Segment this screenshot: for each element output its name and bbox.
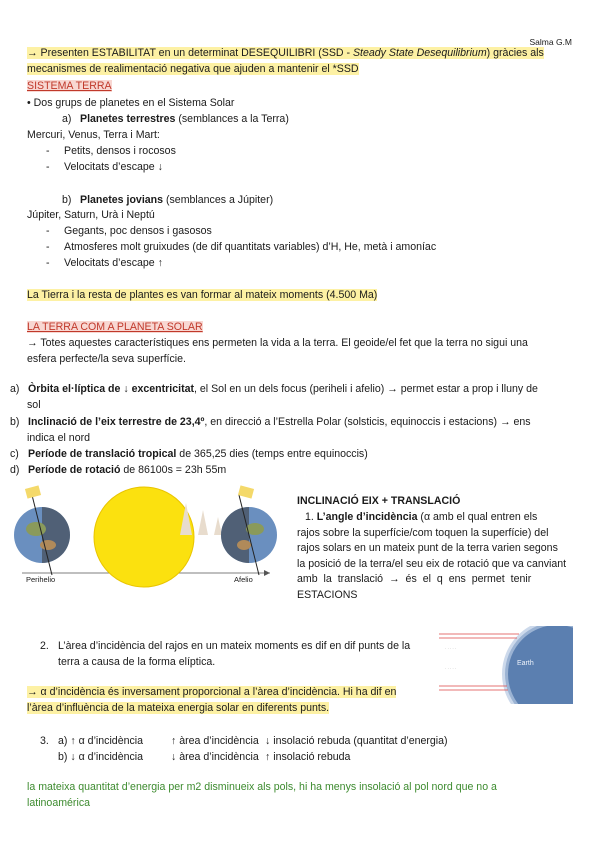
jovian-heading: b) Planetes jovians (semblances a Júpiter) [62,194,274,206]
sun-rays [180,503,222,535]
author-name: Salma G.M [529,37,572,47]
terrestrial-item: - Petits, densos i rocosos [46,145,176,157]
fact-b: b) Inclinació de l’eix terrestre de 23,4º, en direcció a l’Estrella Polar (solsticis, equinoccis i estacions) → ens [10,416,531,428]
terra-solar-intro-1: → Totes aquestes característiques ens permeten la vida a la terra. El geoide/el fet que la terra no sigui una [27,337,528,349]
terra-solar-heading: LA TERRA COM A PLANETA SOLAR [27,321,203,333]
earth-aphelion [221,485,277,575]
inclinacio-heading: INCLINACIÓ EIX + TRANSLACIÓ [297,495,461,507]
terrestrial-heading: a) Planetes terrestres (semblances a la Terra) [62,113,289,125]
point-3: 3. a) ↑ α d’incidència ↑ àrea d’incidència ↓ insolació rebuda (quantitat d’energia) b) ↓ α d’incidència ↓ àrea d’incidència ↑ insolació rebuda [40,735,448,763]
inverse-line-1: → α d’incidència és inversament proporcional a l’àrea d’incidència. Hi ha dif en [27,686,397,698]
ssd-line-1 [27,46,572,60]
jovian-item: - Gegants, poc densos i gasosos [46,225,212,237]
fact-c: c) Període de translació tropical de 365,25 dies (temps entre equinoccis) [10,448,368,460]
conclusion-line-1: la mateixa quantitat d’energia per m2 disminueix als pols, hi ha menys insolació al pol nord que no a [27,781,497,793]
ssd-line-2: mecanismes de realimentació negativa que ajuden a mantenir el *SSD [27,63,359,75]
conclusion-line-2: latinoamérica [27,797,91,809]
fact-a: a) Òrbita el·líptica de ↓ excentricitat, el Sol en un dels focus (periheli i afelio) → permet estar a prop i lluny de [10,383,538,395]
formation-note: La Tierra i la resta de plantes es van formar al mateix moments (4.500 Ma) [27,289,378,301]
jovian-item: - Atmosferes molt gruixudes (de dif quantitats variables) d’H, He, metà i amoníac [46,241,437,253]
earth-perihelion [14,485,70,575]
fact-b-cont: indica el nord [27,432,91,444]
fact-a-cont: sol [27,399,41,411]
orbit-figure [12,485,280,590]
earth-label: Earth [517,660,534,667]
svg-text:· · · · ·: · · · · · [445,666,457,671]
incidence-angle-paragraph: 1. L’angle d’incidència (α amb el qual entren els rajos sobre la superfície/com toquen la superfície) del rajos solars en un mateix punt de la terra varien segons la posició de la terra/el seu eix de rotació que va canviant amb la translació → és el q ens permet tenir ESTACIONS [297,511,567,601]
sun [94,487,194,587]
inverse-line-2: l’àrea d’influència de la mateixa energia solar en diferents punts. [27,702,330,714]
fact-d: d) Període de rotació de 86100s = 23h 55m [10,464,227,476]
terra-solar-intro-2: esfera perfecte/la seva superfície. [27,353,186,365]
sistema-terra-heading: SISTEMA TERRA [27,80,112,92]
jovian-members: Júpiter, Saturn, Urà i Neptú [27,209,155,221]
perihelion-label: Perihelio [26,575,56,584]
point-2: 2. L’àrea d’incidència del rajos en un mateix moments es dif en dif punts de la terra a causa de la forma elíptica. [40,640,411,668]
planet-groups-bullet: • Dos grups de planetes en el Sistema Solar [27,97,235,109]
terrestrial-members: Mercuri, Venus, Terra i Mart: [27,129,160,141]
svg-text:· · · · ·: · · · · · [445,646,457,651]
aphelion-label: Afelio [234,575,253,584]
jovian-item: - Velocitats d’escape ↑ [46,257,163,269]
terrestrial-item: - Velocitats d’escape ↓ [46,161,163,173]
ssd-text: → Presenten ESTABILITAT en un determinat DESEQUILIBRI (SSD - Steady State Desequilibrium) gràcies als [27,47,544,59]
